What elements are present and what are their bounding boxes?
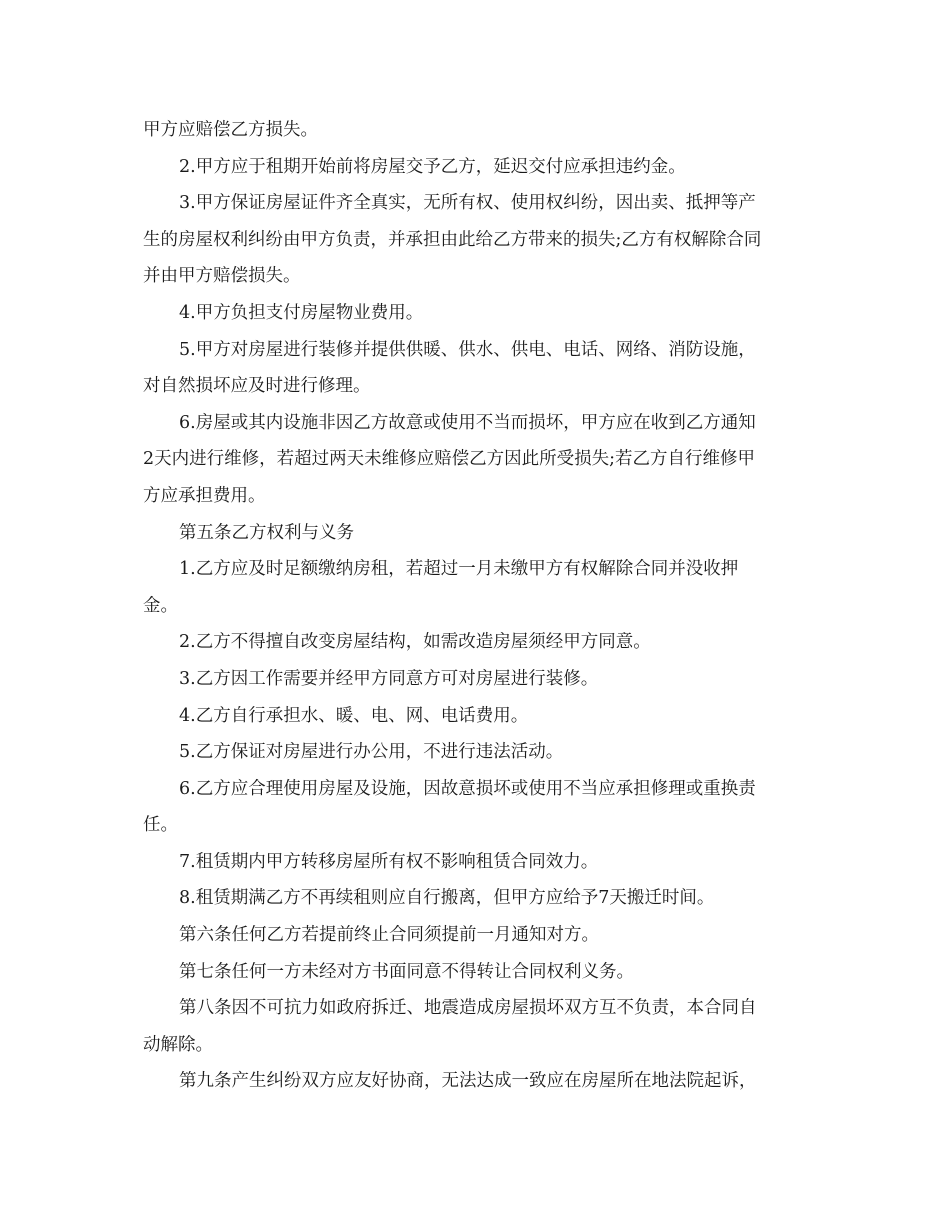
document-body xyxy=(143,112,803,1100)
paragraph-line: 甲方应赔偿乙方损失。 xyxy=(143,120,318,140)
paragraph-line: 8.租赁期满乙方不再续租则应自行搬离，但甲方应给予7天搬迁时间。 xyxy=(179,888,715,909)
paragraph-line: 5.乙方保证对房屋进行办公用，不进行违法活动。 xyxy=(179,742,564,763)
paragraph-line: 任。 xyxy=(143,815,178,836)
paragraph-line: 7.租赁期内甲方转移房屋所有权不影响租赁合同效力。 xyxy=(179,851,599,872)
paragraph-line: 4.乙方自行承担水、暖、电、网、电话费用。 xyxy=(179,705,529,726)
paragraph-line: 对自然损坏应及时进行修理。 xyxy=(143,376,371,397)
paragraph-line: 方应承担费用。 xyxy=(143,485,266,506)
paragraph-line: 5.甲方对房屋进行装修并提供供暖、供水、供电、电话、网络、消防设施， xyxy=(179,339,756,360)
paragraph-line: 2天内进行维修，若超过两天未维修应赔偿乙方因此所受损失;若乙方自行维修甲 xyxy=(143,449,756,470)
paragraph-line: 2.甲方应于租期开始前将房屋交予乙方，延迟交付应承担违约金。 xyxy=(179,156,686,177)
section-heading: 第七条任何一方未经对方书面同意不得转让合同权利义务。 xyxy=(179,961,634,982)
section-heading: 第六条任何乙方若提前终止合同须提前一月通知对方。 xyxy=(179,925,599,946)
section-heading: 第五条乙方权利与义务 xyxy=(179,522,354,543)
paragraph-line: 6.乙方应合理使用房屋及设施，因故意损坏或使用不当应承担修理或重换责 xyxy=(179,778,756,799)
paragraph-line: 并由甲方赔偿损失。 xyxy=(143,266,301,287)
paragraph-line: 动解除。 xyxy=(143,1034,213,1055)
paragraph-line: 2.乙方不得擅自改变房屋结构，如需改造房屋须经甲方同意。 xyxy=(179,632,651,653)
paragraph-line: 金。 xyxy=(143,595,178,616)
paragraph-line: 3.乙方因工作需要并经甲方同意方可对房屋进行装修。 xyxy=(179,668,599,689)
paragraph-line: 6.房屋或其内设施非因乙方故意或使用不当而损坏，甲方应在收到乙方通知 xyxy=(179,412,756,433)
section-heading: 第九条产生纠纷双方应友好协商，无法达成一致应在房屋所在地法院起诉， xyxy=(179,1071,757,1092)
paragraph-line: 1.乙方应及时足额缴纳房租，若超过一月未缴甲方有权解除合同并没收押 xyxy=(179,559,739,580)
paragraph-line: 3.甲方保证房屋证件齐全真实，无所有权、使用权纠纷，因出卖、抵押等产 xyxy=(179,193,756,214)
section-heading: 第八条因不可抗力如政府拆迁、地震造成房屋损坏双方互不负责，本合同自 xyxy=(179,998,757,1019)
paragraph-line: 生的房屋权利纠纷由甲方负责，并承担由此给乙方带来的损失;乙方有权解除合同 xyxy=(143,229,762,250)
paragraph-line: 4.甲方负担支付房屋物业费用。 xyxy=(179,302,424,323)
